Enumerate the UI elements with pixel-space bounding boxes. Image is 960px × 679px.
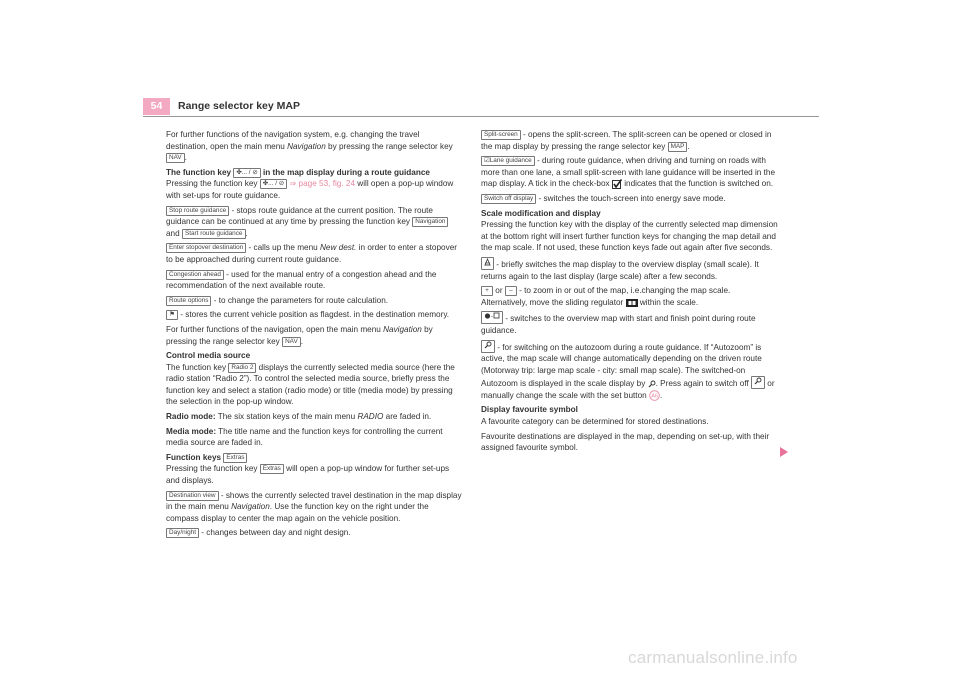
autozoom-off-icon xyxy=(754,377,762,385)
overview-icon xyxy=(484,258,491,266)
checkbox-ticked-icon xyxy=(612,179,622,189)
route-key: ✤... / ⊘ xyxy=(233,168,260,178)
radio-mode-paragraph: Radio mode: The six station keys of the main menu RADIO are faded in. xyxy=(166,412,432,422)
destination-view-key: Destination view xyxy=(166,491,219,501)
autozoom-key xyxy=(481,340,495,353)
favourite-paragraph-1: A favourite category can be determined for stored destinations. xyxy=(481,417,709,427)
split-screen-key: Split-screen xyxy=(481,130,521,140)
favourite-heading: Display favourite symbol xyxy=(481,405,578,415)
extras-key-inline: Extras xyxy=(260,464,284,474)
intro-paragraph: For further functions of the navigation system, e.g. changing the travel destination, open the main menu Navigation by pressing the range selector key NAV . xyxy=(166,130,453,163)
enter-stopover-key: Enter stopover destination xyxy=(166,243,246,253)
split-screen-paragraph: Split-screen - opens the split-screen. The split-screen can be opened or closed in the map display by pressing the range selector key MAP . xyxy=(481,130,772,151)
lane-guidance-paragraph: ☑Lane guidance - during route guidance, when driving and turning on roads with more than one lane, a small split-screen with lane guidance will be inserted in the map display. A tick in the check-box indicates that the function is switched on. xyxy=(481,156,776,189)
lane-guidance-key: ☑Lane guidance xyxy=(481,156,535,166)
slider-regulator-icon xyxy=(626,299,638,307)
congestion-paragraph: Congestion ahead - used for the manual entry of a congestion ahead and the recommendation of the next available route. xyxy=(166,269,437,291)
zoom-in-key: + xyxy=(481,286,493,296)
watermark: carmanualsonline.info xyxy=(628,648,798,667)
set-button-icon xyxy=(649,390,660,401)
svg-text:A6: A6 xyxy=(651,393,658,400)
navigation-menu-paragraph: For further functions of the navigation, open the main menu Navigation by pressing the range selector key NAV . xyxy=(166,324,433,346)
page-number: 54 xyxy=(143,98,170,115)
route-key-inline: ✤... / ⊘ xyxy=(260,179,287,189)
zoom-out-key: – xyxy=(505,286,517,296)
media-mode-paragraph: Media mode: The title name and the function keys for controlling the current media source are faded in. xyxy=(166,426,443,448)
scale-heading: Scale modification and display xyxy=(481,208,601,218)
radio-2-key: Radio 2 xyxy=(228,363,256,373)
extras-key: Extras xyxy=(223,453,247,463)
extras-paragraph: Pressing the function key Extras will open a pop-up window for further set-ups and displays. xyxy=(166,464,450,486)
congestion-ahead-key: Congestion ahead xyxy=(166,270,224,280)
stopover-paragraph: Enter stopover destination - calls up the menu New dest. in order to enter a stopover to be approached during current route guidance. xyxy=(166,243,457,264)
page-reference-link[interactable]: ⇒ page 53, fig. 24 xyxy=(289,179,356,189)
stop-route-guidance-key: Stop route guidance xyxy=(166,206,229,216)
header-divider xyxy=(143,116,819,117)
start-finish-paragraph: - - switches to the overview map with start and finish point during route guidance. xyxy=(481,311,778,336)
switch-off-paragraph: Switch off display - switches the touch-screen into energy save mode. xyxy=(481,193,778,205)
media-paragraph: The function key Radio 2 displays the currently selected media source (here the radio station “Radio 2”). To control the selected media source, briefly press the function key and select a station (radio mode) or title (media mode) by pressing the selection in the pop-up window. xyxy=(166,362,455,407)
media-heading: Control media source xyxy=(166,351,251,361)
function-key-heading: The function key ✤... / ⊘ in the map display during a route guidance xyxy=(166,167,430,177)
continue-arrow-icon xyxy=(779,446,789,458)
navigation-key: Navigation xyxy=(412,217,448,227)
autozoom-off-key xyxy=(751,376,765,389)
start-finish-icon xyxy=(484,312,500,320)
switch-off-display-key: Switch off display xyxy=(481,194,536,204)
flag-icon: ⚑ xyxy=(166,310,178,320)
right-column xyxy=(481,129,778,457)
svg-text:-: - xyxy=(491,314,493,321)
day-night-key: Day/night xyxy=(166,528,199,538)
overview-paragraph: - briefly switches the map display to the overview display (small scale). It returns again to the last display (large scale) after a few seconds. xyxy=(481,257,778,282)
zoom-paragraph: + or – - to zoom in or out of the map, i.e.changing the map scale. Alternatively, move the sliding regulator within the scale. xyxy=(481,286,731,307)
scale-paragraph: Pressing the function key with the display of the currently selected map dimension at the bottom right will insert further function keys for changing the map detail and the map scale. If not used, these function keys fade out again after five seconds. xyxy=(481,220,778,253)
nav-key: NAV xyxy=(282,337,301,347)
route-options-paragraph: Route options - to change the parameters for route calculation. xyxy=(166,295,463,307)
stop-guidance-paragraph: Stop route guidance - stops route guidance at the current position. The route guidance can be continued at any time by pressing the function key Navigation and Start route guidance . xyxy=(166,205,463,240)
function-keys-heading: Function keys Extras xyxy=(166,452,463,464)
overview-key xyxy=(481,257,494,270)
autozoom-icon xyxy=(484,341,492,349)
page-title: Range selector key MAP xyxy=(178,100,300,112)
nav-key: NAV xyxy=(166,153,185,163)
route-options-key: Route options xyxy=(166,296,211,306)
route-popup-paragraph: Pressing the function key ✤... / ⊘ ⇒ page 53, fig. 24 will open a pop-up window with set-ups for route guidance. xyxy=(166,179,454,200)
favourite-paragraph-2: Favourite destinations are displayed in the map, depending on set-up, with their assigned favourite symbol. xyxy=(481,431,770,453)
map-key: MAP xyxy=(668,142,688,152)
flag-paragraph: ⚑ - stores the current vehicle position as flagdest. in the destination memory. xyxy=(166,309,463,321)
start-finish-key xyxy=(481,311,503,324)
left-column xyxy=(166,129,463,542)
destination-view-paragraph: Destination view - shows the currently selected travel destination in the map display in the main menu Navigation. Use the function key on the right under the compass display to center the map again on the vehicle position. xyxy=(166,490,462,523)
autozoom-indicator-icon xyxy=(648,380,656,388)
start-route-guidance-key: Start route guidance xyxy=(182,229,246,239)
autozoom-paragraph: - for switching on the autozoom during a route guidance. If “Autozoom” is active, the map scale will change automatically depending on the driven route (Motorway trip: large map scale - city: small map scale). The switched-on Autozoom is displayed in the scale display by . Press again to switch off or manually change the scale with the set button A6 . xyxy=(481,340,778,402)
day-night-paragraph: Day/night - changes between day and night design. xyxy=(166,527,463,539)
